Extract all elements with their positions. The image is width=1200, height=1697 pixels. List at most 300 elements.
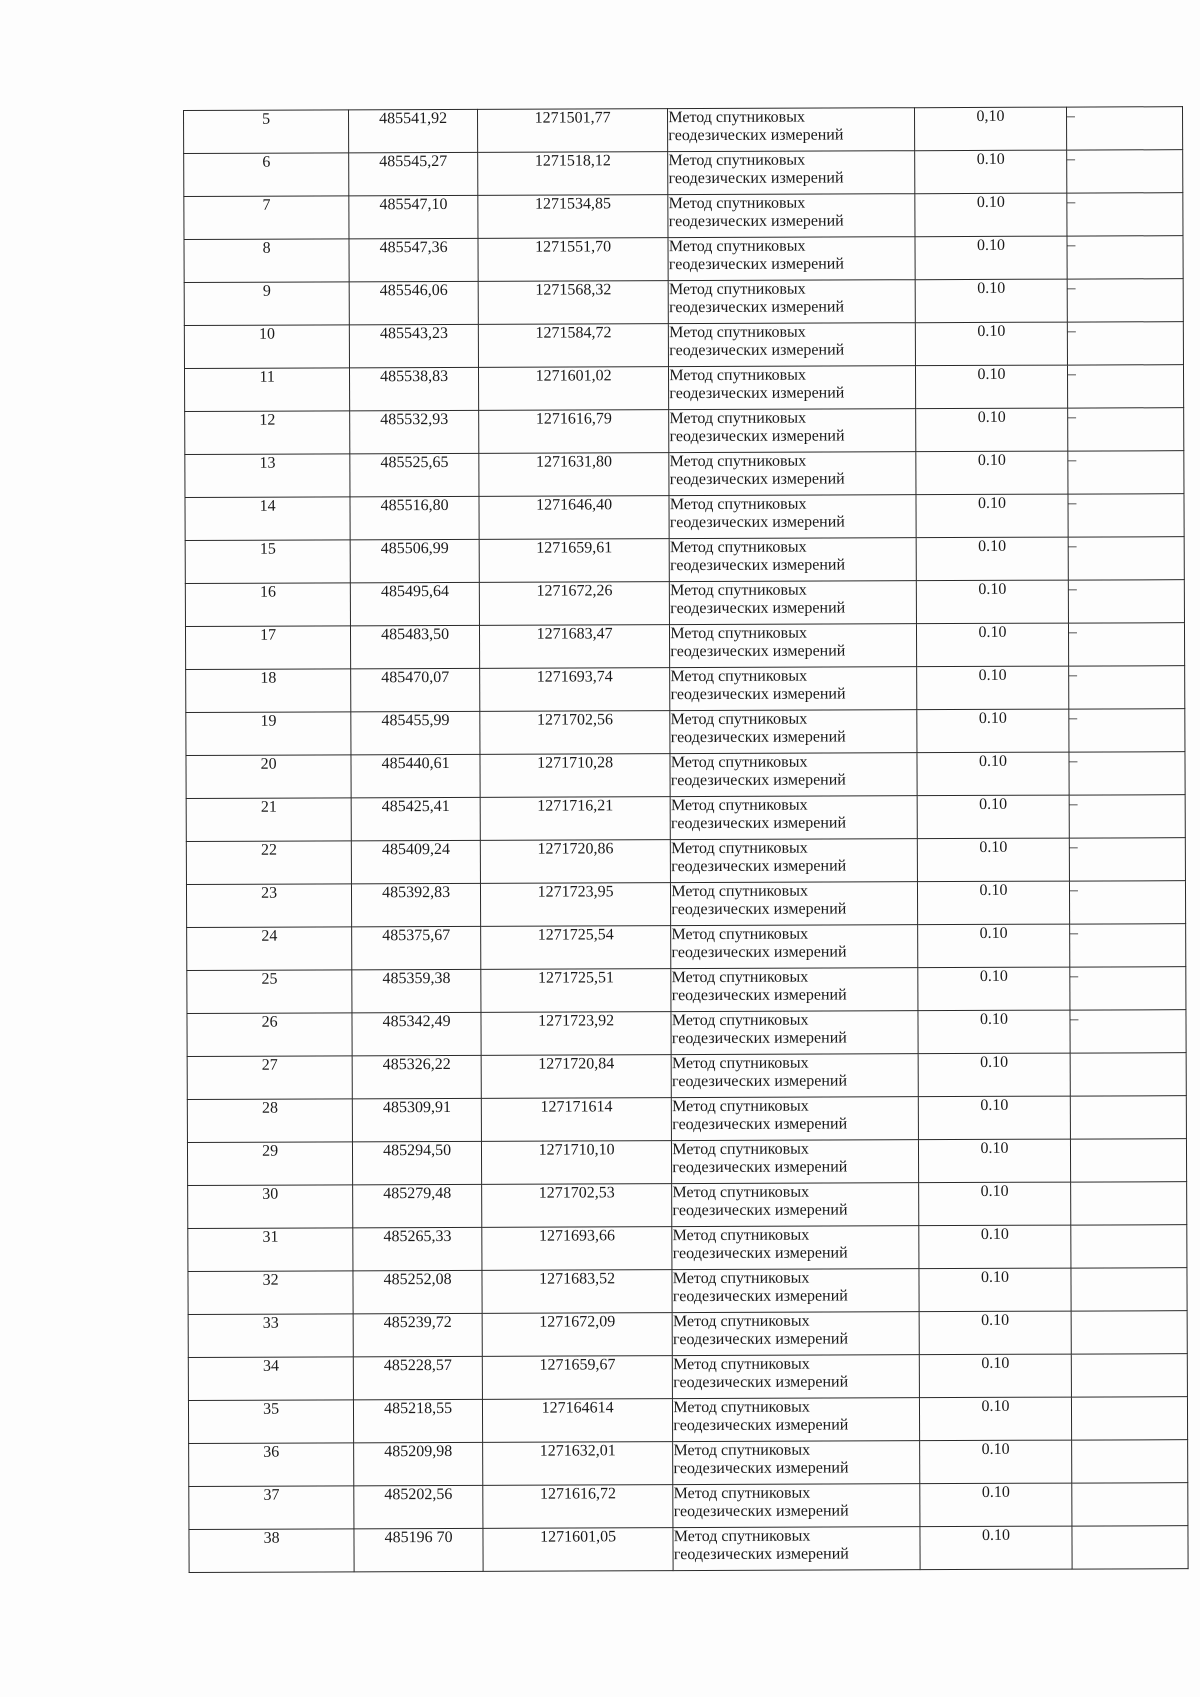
method-line-2: геодезических измерений <box>670 599 846 618</box>
point-number-cell: 23 <box>186 884 351 928</box>
y-coordinate-cell: 1271702,53 <box>482 1184 673 1228</box>
table-row <box>184 150 1183 197</box>
table-row <box>189 1440 1188 1487</box>
note-cell <box>1070 1096 1186 1139</box>
table-row <box>184 322 1183 369</box>
y-coordinate-cell: 127171614 <box>481 1098 672 1142</box>
x-coordinate-cell: 485326,22 <box>352 1055 481 1098</box>
method-line-1: Метод спутниковых <box>669 409 807 428</box>
note-cell: – <box>1068 580 1184 623</box>
table-row <box>186 795 1185 842</box>
method-cell <box>673 1398 920 1442</box>
coordinates-table-body <box>184 107 1189 1573</box>
method-line-2: геодезических измерений <box>669 513 845 532</box>
x-coordinate-cell: 485342,49 <box>352 1012 481 1055</box>
accuracy-cell: 0.10 <box>918 1010 1070 1054</box>
y-coordinate-cell: 1271632,01 <box>483 1442 674 1486</box>
point-number-cell: 35 <box>188 1400 353 1444</box>
note-cell <box>1070 1139 1186 1182</box>
note-cell: – <box>1066 150 1182 193</box>
method-line-2: геодезических измерений <box>670 685 846 704</box>
method-line-2: геодезических измерений <box>671 814 847 833</box>
method-line-1: Метод спутниковых <box>670 624 807 643</box>
method-cell <box>669 366 916 410</box>
y-coordinate-cell: 1271659,67 <box>482 1356 673 1400</box>
method-line-1: Метод спутниковых <box>673 1398 810 1417</box>
point-number-cell: 34 <box>188 1357 353 1401</box>
point-number-cell: 8 <box>184 239 349 283</box>
method-line-2: геодезических измерений <box>671 900 847 919</box>
table-row <box>188 1311 1187 1358</box>
method-line-1: Метод спутниковых <box>671 839 808 858</box>
y-coordinate-cell: 1271672,09 <box>482 1313 673 1357</box>
x-coordinate-cell: 485425,41 <box>351 797 480 840</box>
method-cell <box>673 1527 920 1571</box>
method-line-2: геодезических измерений <box>673 1459 849 1478</box>
x-coordinate-cell: 485375,67 <box>352 926 481 969</box>
method-line-1: Метод спутниковых <box>672 1140 809 1159</box>
point-number-cell: 17 <box>185 626 350 670</box>
table-row <box>185 580 1184 627</box>
method-cell <box>673 1484 920 1528</box>
method-cell <box>670 667 917 711</box>
method-line-2: геодезических измерений <box>673 1502 849 1521</box>
note-cell: – <box>1069 795 1185 838</box>
method-line-1: Метод спутниковых <box>670 667 808 686</box>
method-line-1: Метод спутниковых <box>670 710 808 729</box>
note-cell: – <box>1068 494 1184 537</box>
point-number-cell: 16 <box>185 583 350 627</box>
x-coordinate-cell: 485455,99 <box>351 711 480 754</box>
method-cell <box>671 925 918 969</box>
method-line-2: геодезических измерений <box>673 1545 849 1564</box>
accuracy-cell: 0.10 <box>920 1440 1072 1484</box>
point-number-cell: 7 <box>184 196 349 240</box>
method-line-2: геодезических измерений <box>671 943 847 962</box>
accuracy-cell: 0.10 <box>917 666 1069 710</box>
table-row <box>186 666 1185 713</box>
method-line-2: геодезических измерений <box>669 384 845 403</box>
method-line-1: Метод спутниковых <box>669 538 807 557</box>
y-coordinate-cell: 1271534,85 <box>478 195 669 239</box>
method-cell <box>670 624 917 668</box>
method-line-2: геодезических измерений <box>673 1373 849 1392</box>
x-coordinate-cell: 485252,08 <box>353 1270 482 1313</box>
method-line-1: Метод спутниковых <box>668 194 806 213</box>
accuracy-cell: 0.10 <box>919 1182 1071 1226</box>
method-cell <box>670 796 917 840</box>
y-coordinate-cell: 1271683,52 <box>482 1270 673 1314</box>
coordinates-table <box>183 106 1189 1573</box>
method-line-2: геодезических измерений <box>672 1330 849 1349</box>
method-line-1: Метод спутниковых <box>671 1011 809 1030</box>
y-coordinate-cell: 1271551,70 <box>478 238 669 282</box>
note-cell: – <box>1068 623 1184 666</box>
y-coordinate-cell: 1271568,32 <box>478 281 669 325</box>
method-cell <box>673 1441 920 1485</box>
method-line-2: геодезических измерений <box>671 1029 847 1048</box>
method-cell <box>668 280 915 324</box>
method-line-2: геодезических измерений <box>670 556 846 575</box>
point-number-cell: 29 <box>187 1142 352 1186</box>
note-cell: – <box>1067 279 1183 322</box>
method-line-1: Метод спутниковых <box>669 366 806 385</box>
point-number-cell: 22 <box>186 841 351 885</box>
x-coordinate-cell: 485440,61 <box>351 754 480 797</box>
accuracy-cell: 0.10 <box>920 1526 1072 1570</box>
y-coordinate-cell: 1271720,84 <box>481 1055 672 1099</box>
table-row <box>185 623 1184 670</box>
method-cell <box>672 1140 919 1184</box>
accuracy-cell: 0.10 <box>918 924 1070 968</box>
y-coordinate-cell: 1271584,72 <box>478 324 669 368</box>
accuracy-cell: 0.10 <box>917 795 1069 839</box>
method-line-1: Метод спутниковых <box>668 280 806 299</box>
point-number-cell: 21 <box>186 798 351 842</box>
method-cell <box>671 1011 918 1055</box>
accuracy-cell: 0.10 <box>916 494 1068 538</box>
note-cell <box>1072 1526 1188 1569</box>
note-cell <box>1070 1182 1186 1225</box>
note-cell <box>1071 1440 1187 1483</box>
table-row <box>187 1096 1186 1143</box>
method-cell <box>671 968 918 1012</box>
point-number-cell: 20 <box>186 755 351 799</box>
method-line-1: Метод спутниковых <box>669 323 806 342</box>
accuracy-cell: 0.10 <box>915 236 1067 280</box>
note-cell <box>1071 1268 1187 1311</box>
method-line-1: Метод спутниковых <box>668 108 805 127</box>
note-cell: – <box>1070 1010 1186 1053</box>
note-cell: – <box>1068 451 1184 494</box>
method-line-2: геодезических измерений <box>668 169 844 188</box>
x-coordinate-cell: 485543,23 <box>350 324 479 367</box>
x-coordinate-cell: 485546,06 <box>349 281 478 324</box>
method-line-1: Метод спутниковых <box>668 237 806 256</box>
x-coordinate-cell: 485202,56 <box>354 1485 483 1528</box>
accuracy-cell: 0.10 <box>916 408 1068 452</box>
method-cell <box>669 409 916 453</box>
point-number-cell: 26 <box>187 1013 352 1057</box>
x-coordinate-cell: 485547,10 <box>349 195 478 238</box>
y-coordinate-cell: 1271616,79 <box>479 410 670 454</box>
x-coordinate-cell: 485294,50 <box>353 1141 482 1184</box>
table-row <box>185 451 1184 498</box>
x-coordinate-cell: 485309,91 <box>353 1098 482 1141</box>
method-line-2: геодезических измерений <box>668 126 844 145</box>
x-coordinate-cell: 485228,57 <box>354 1356 483 1399</box>
method-line-2: геодезических измерений <box>670 728 846 747</box>
y-coordinate-cell: 1271710,28 <box>480 754 671 798</box>
method-line-1: Метод спутниковых <box>671 925 809 944</box>
method-line-2: геодезических измерений <box>670 771 846 790</box>
y-coordinate-cell: 1271716,21 <box>480 797 671 841</box>
table-container <box>183 106 1189 1573</box>
method-line-2: геодезических измерений <box>668 212 844 231</box>
table-row <box>186 709 1185 756</box>
accuracy-cell: 0.10 <box>916 580 1068 624</box>
method-line-2: геодезических измерений <box>672 1244 848 1263</box>
table-row <box>184 279 1183 326</box>
note-cell <box>1071 1225 1187 1268</box>
method-line-1: Метод спутниковых <box>672 1269 810 1288</box>
table-row <box>184 107 1183 154</box>
method-line-1: Метод спутниковых <box>671 1054 809 1073</box>
method-line-2: геодезических измерений <box>672 1115 848 1134</box>
method-line-1: Метод спутниковых <box>673 1484 811 1503</box>
method-cell <box>671 1054 918 1098</box>
note-cell: – <box>1067 193 1183 236</box>
method-cell <box>668 194 915 238</box>
x-coordinate-cell: 485359,38 <box>352 969 481 1012</box>
method-line-1: Метод спутниковых <box>669 495 807 514</box>
x-coordinate-cell: 485525,65 <box>350 453 479 496</box>
method-line-1: Метод спутниковых <box>670 796 808 815</box>
x-coordinate-cell: 485196 70 <box>354 1528 483 1571</box>
table-row <box>187 1053 1186 1100</box>
y-coordinate-cell: 1271501,77 <box>477 109 668 153</box>
point-number-cell: 28 <box>187 1099 352 1143</box>
point-number-cell: 24 <box>187 927 352 971</box>
y-coordinate-cell: 1271616,72 <box>483 1485 674 1529</box>
table-row <box>186 881 1185 928</box>
method-line-2: геодезических измерений <box>669 298 845 317</box>
y-coordinate-cell: 1271683,47 <box>479 625 670 669</box>
accuracy-cell: 0.10 <box>915 193 1067 237</box>
table-row <box>187 924 1186 971</box>
accuracy-cell: 0.10 <box>919 1311 1071 1355</box>
x-coordinate-cell: 485547,36 <box>349 238 478 281</box>
method-cell <box>672 1269 919 1313</box>
accuracy-cell: 0.10 <box>918 1053 1070 1097</box>
x-coordinate-cell: 485516,80 <box>350 496 479 539</box>
table-row <box>187 967 1186 1014</box>
accuracy-cell: 0.10 <box>917 838 1069 882</box>
y-coordinate-cell: 1271702,56 <box>480 711 671 755</box>
accuracy-cell: 0.10 <box>918 881 1070 925</box>
method-cell <box>672 1226 919 1270</box>
method-cell <box>669 495 916 539</box>
method-line-2: геодезических измерений <box>671 986 847 1005</box>
method-line-1: Метод спутниковых <box>668 151 806 170</box>
point-number-cell: 38 <box>189 1529 354 1573</box>
table-row <box>189 1483 1188 1530</box>
y-coordinate-cell: 1271518,12 <box>478 152 669 196</box>
note-cell: – <box>1069 752 1185 795</box>
y-coordinate-cell: 1271725,54 <box>481 926 672 970</box>
note-cell <box>1070 1053 1186 1096</box>
method-cell <box>673 1355 920 1399</box>
y-coordinate-cell: 1271601,05 <box>483 1528 674 1572</box>
table-row <box>188 1225 1187 1272</box>
accuracy-cell: 0.10 <box>917 709 1069 753</box>
note-cell: – <box>1069 709 1185 752</box>
x-coordinate-cell: 485470,07 <box>351 668 480 711</box>
note-cell <box>1071 1311 1187 1354</box>
method-cell <box>668 108 915 152</box>
accuracy-cell: 0.10 <box>916 537 1068 581</box>
x-coordinate-cell: 485409,24 <box>352 840 481 883</box>
note-cell: – <box>1069 881 1185 924</box>
point-number-cell: 32 <box>188 1271 353 1315</box>
point-number-cell: 12 <box>185 411 350 455</box>
point-number-cell: 13 <box>185 454 350 498</box>
x-coordinate-cell: 485541,92 <box>349 109 478 152</box>
point-number-cell: 27 <box>187 1056 352 1100</box>
y-coordinate-cell: 1271672,26 <box>479 582 670 626</box>
method-line-2: геодезических измерений <box>669 470 845 489</box>
x-coordinate-cell: 485545,27 <box>349 152 478 195</box>
method-cell <box>670 753 917 797</box>
note-cell: – <box>1067 408 1183 451</box>
accuracy-cell: 0,10 <box>915 107 1067 151</box>
note-cell: – <box>1069 838 1185 881</box>
y-coordinate-cell: 1271601,02 <box>478 367 669 411</box>
accuracy-cell: 0.10 <box>919 1354 1071 1398</box>
method-cell <box>668 151 915 195</box>
note-cell: – <box>1070 967 1186 1010</box>
method-line-1: Метод спутниковых <box>672 1312 810 1331</box>
point-number-cell: 30 <box>188 1185 353 1229</box>
x-coordinate-cell: 485218,55 <box>354 1399 483 1442</box>
method-line-2: геодезических измерений <box>670 642 846 661</box>
y-coordinate-cell: 1271723,92 <box>481 1012 672 1056</box>
note-cell: – <box>1068 537 1184 580</box>
method-cell <box>672 1183 919 1227</box>
table-row <box>184 193 1183 240</box>
accuracy-cell: 0.10 <box>919 1225 1071 1269</box>
y-coordinate-cell: 1271720,86 <box>480 840 671 884</box>
point-number-cell: 33 <box>188 1314 353 1358</box>
method-line-1: Метод спутниковых <box>673 1355 810 1374</box>
method-line-2: геодезических измерений <box>669 341 845 360</box>
x-coordinate-cell: 485239,72 <box>353 1313 482 1356</box>
point-number-cell: 36 <box>189 1443 354 1487</box>
method-line-1: Метод спутниковых <box>672 1097 809 1116</box>
method-cell <box>671 839 918 883</box>
method-line-1: Метод спутниковых <box>671 968 809 987</box>
method-line-2: геодезических измерений <box>668 255 844 274</box>
method-cell <box>672 1312 919 1356</box>
method-line-1: Метод спутниковых <box>672 1226 810 1245</box>
method-line-1: Метод спутниковых <box>669 452 807 471</box>
y-coordinate-cell: 1271693,74 <box>480 668 671 712</box>
y-coordinate-cell: 1271693,66 <box>482 1227 673 1271</box>
point-number-cell: 11 <box>184 368 349 412</box>
accuracy-cell: 0.10 <box>916 365 1068 409</box>
x-coordinate-cell: 485483,50 <box>351 625 480 668</box>
x-coordinate-cell: 485209,98 <box>354 1442 483 1485</box>
accuracy-cell: 0.10 <box>918 967 1070 1011</box>
note-cell <box>1072 1483 1188 1526</box>
method-cell <box>672 1097 919 1141</box>
accuracy-cell: 0.10 <box>920 1483 1072 1527</box>
y-coordinate-cell: 1271659,61 <box>479 539 670 583</box>
x-coordinate-cell: 485532,93 <box>350 410 479 453</box>
method-line-1: Метод спутниковых <box>673 1527 811 1546</box>
point-number-cell: 9 <box>184 282 349 326</box>
method-cell <box>669 452 916 496</box>
method-cell <box>669 323 916 367</box>
y-coordinate-cell: 1271723,95 <box>480 883 671 927</box>
y-coordinate-cell: 1271710,10 <box>481 1141 672 1185</box>
note-cell: – <box>1067 322 1183 365</box>
accuracy-cell: 0.10 <box>918 1096 1070 1140</box>
method-line-2: геодезических измерений <box>672 1287 848 1306</box>
method-line-2: геодезических измерений <box>672 1158 848 1177</box>
point-number-cell: 15 <box>185 540 350 584</box>
note-cell <box>1071 1397 1187 1440</box>
method-cell <box>671 882 918 926</box>
table-row <box>184 236 1183 283</box>
accuracy-cell: 0.10 <box>919 1139 1071 1183</box>
note-cell: – <box>1067 236 1183 279</box>
method-line-1: Метод спутниковых <box>672 1183 810 1202</box>
point-number-cell: 19 <box>186 712 351 756</box>
x-coordinate-cell: 485495,64 <box>351 582 480 625</box>
note-cell: – <box>1067 365 1183 408</box>
table-row <box>184 365 1183 412</box>
table-row <box>188 1182 1187 1229</box>
table-row <box>188 1268 1187 1315</box>
note-cell: – <box>1068 666 1184 709</box>
method-line-2: геодезических измерений <box>669 427 845 446</box>
x-coordinate-cell: 485392,83 <box>352 883 481 926</box>
accuracy-cell: 0.10 <box>916 451 1068 495</box>
x-coordinate-cell: 485265,33 <box>353 1227 482 1270</box>
accuracy-cell: 0.10 <box>915 279 1067 323</box>
y-coordinate-cell: 1271631,80 <box>479 453 670 497</box>
note-cell <box>1071 1354 1187 1397</box>
table-row <box>185 537 1184 584</box>
accuracy-cell: 0.10 <box>915 322 1067 366</box>
point-number-cell: 37 <box>189 1486 354 1530</box>
method-line-1: Метод спутниковых <box>673 1441 811 1460</box>
method-line-1: Метод спутниковых <box>671 882 808 901</box>
x-coordinate-cell: 485506,99 <box>350 539 479 582</box>
point-number-cell: 5 <box>184 110 349 154</box>
accuracy-cell: 0.10 <box>917 623 1069 667</box>
y-coordinate-cell: 1271646,40 <box>479 496 670 540</box>
note-cell: – <box>1066 107 1182 150</box>
method-line-1: Метод спутниковых <box>670 581 807 600</box>
accuracy-cell: 0.10 <box>915 150 1067 194</box>
x-coordinate-cell: 485279,48 <box>353 1184 482 1227</box>
method-line-2: геодезических измерений <box>673 1416 849 1435</box>
point-number-cell: 6 <box>184 153 349 197</box>
method-line-2: геодезических измерений <box>671 857 847 876</box>
method-line-1: Метод спутниковых <box>670 753 808 772</box>
table-row <box>188 1397 1187 1444</box>
method-cell <box>669 538 916 582</box>
x-coordinate-cell: 485538,83 <box>350 367 479 410</box>
method-cell <box>668 237 915 281</box>
point-number-cell: 10 <box>184 325 349 369</box>
table-row <box>189 1526 1188 1573</box>
table-row <box>187 1010 1186 1057</box>
point-number-cell: 18 <box>186 669 351 713</box>
point-number-cell: 31 <box>188 1228 353 1272</box>
accuracy-cell: 0.10 <box>917 752 1069 796</box>
table-row <box>185 494 1184 541</box>
point-number-cell: 25 <box>187 970 352 1014</box>
accuracy-cell: 0.10 <box>919 1268 1071 1312</box>
table-row <box>187 1139 1186 1186</box>
method-cell <box>670 581 917 625</box>
table-row <box>188 1354 1187 1401</box>
table-row <box>186 838 1185 885</box>
y-coordinate-cell: 127164614 <box>482 1399 673 1443</box>
